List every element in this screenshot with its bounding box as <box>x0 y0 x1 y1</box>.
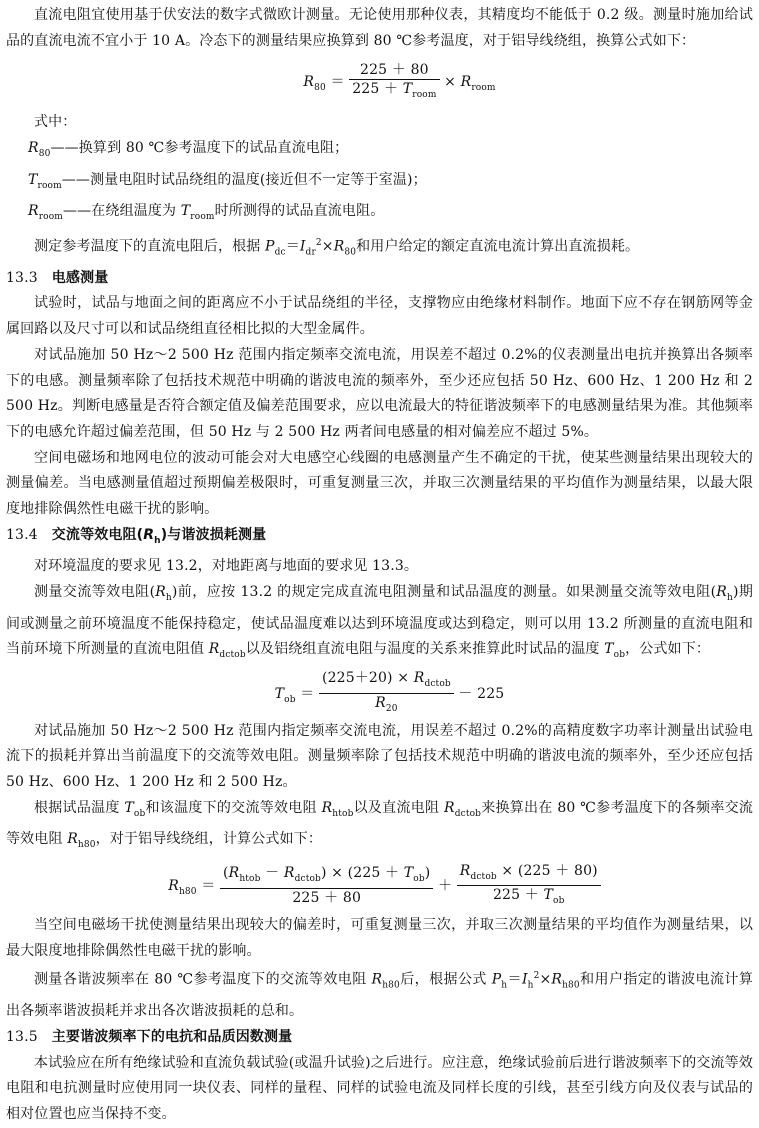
definition-r80: $R_{80}——$换算到 80 ℃参考温度下的试品直流电阻； <box>28 140 349 159</box>
section-heading-13-4: 13.4 交流等效电阻$(R_h)$与谐波损耗测量 <box>6 526 267 546</box>
s134-paragraph-5: 当空间电磁场干扰使测量结果出现较大的偏差时，可重复测量三次，并取三次测量结果的平均值作为测量结果，以最大限度地排除偶然性电磁干扰的影响。 <box>6 916 753 959</box>
formula-r80: $R_{80}$ ＝ $\frac{225 + 80}{225 + T_{room}}$ × $R_{room}$ <box>303 62 496 100</box>
s133-paragraph-1: 试验时，试品与地面之间的距离应不小于试品绕组的半径，支撑物应由绝缘材料制作。地面下应不存在钢筋网等金属回路以及尺寸可以和试品绕组直径相比拟的大型金属件。 <box>6 295 753 338</box>
s134-paragraph-1: 对环境温度的要求见 13.2，对地距离与地面的要求见 13.3。 <box>34 558 419 575</box>
s133-paragraph-2: 对试品施加 50 Hz～2 500 Hz 范围内指定频率交流电流，用误差不超过 0.2%的仪表测量出电抗并换算出各频率下的电感。测量频率除了包括技术规范中明确的谐波电流的频率外，至少还应包括 50 Hz、600 Hz、1 200 Hz 和 2 500 Hz。判断电感量是否符合额定值及偏差范围要求，应以电流最大的特征谐波频率下的电感测量结果为准。其他频率下的电感允许超过偏差范围，但 50 Hz 与 2 500 Hz 两者间电感量的相对偏差应不超过 5%。 <box>6 346 753 440</box>
s134-paragraph-4: 根据试品温度 $T_{ob}$和该温度下的交流等效电阻 $R_{htob}$以及直流电阻 $R_{dctob}$来换算出在 80 ℃参考温度下的各频率交流等效电阻 $R_{h80}$，对于铝导线绕组，计算公式如下： <box>6 799 754 851</box>
definition-troom: $T_{room}——$测量电阻时试品绕组的温度(接近但不一定等于室温)； <box>28 171 427 191</box>
formula-tob: $T_{ob}$ ＝ $\frac{(225+20) \times R_{dctob}}{R_{20}}$ － 225 <box>274 670 505 714</box>
section-heading-13-5: 13.5 主要谐波频率下的电抗和品质因数测量 <box>6 1029 293 1046</box>
s134-paragraph-2: 测量交流等效电阻$(R_h)$前，应按 13.2 的规定完成直流电阻测量和试品温度的测量。如果测量交流等效电阻$(R_h)$期间或测量之前环境温度不能保持稳定，使试品温度难以达到环境温度或达到稳定，则可以用 13.2 所测量的直流电阻和当前环境下所测量的直流电阻值 $R_{dctob}$以及铝绕组直流电阻与温度的关系来推算此时试品的温度 $T_{ob}$，公式如下： <box>6 584 754 660</box>
section-heading-13-3: 13.3 电感测量 <box>6 269 109 286</box>
s134-paragraph-6: 测量各谐波频率在 80 ℃参考温度下的交流等效电阻 $R_{h80}$后，根据公式 $P_h=I_h^2\times R_{h80}$和用户指定的谐波电流计算出各频率谐波损耗并求出各次谐波损耗的总和。 <box>6 971 753 1020</box>
intro-paragraph: 直流电阻宜使用基于伏安法的数字式微欧计测量。无论使用那种仪表，其精度均不能低于 0.2 级。测量时施加给试品的直流电流不宜小于 10 A。冷态下的测量结果应换算到 80 ℃参考温度，对于铝导线绕组，换算公式如下： <box>6 7 753 49</box>
formula-rh80: $R_{h80}$ ＝ $\frac{(R_{htob} - R_{dctob}) \times (225 + T_{ob})}{225 + 80}$ ＋ $\frac{R_{dctob} \times (225 + 80)}{225 + T_{ob}}$ <box>6 859 753 913</box>
s133-paragraph-3: 空间电磁场和地网电位的波动可能会对大电感空心线圈的电感测量产生不确定的干扰，使某些测量结果出现较大的测量偏差。当电感测量值超过预期偏差极限时，可重复测量三次，并取三次测量结果的平均值作为测量结果，以最大限度地排除偶然性电磁干扰的影响。 <box>6 449 753 518</box>
dc-loss-paragraph: 测定参考温度下的直流电阻后，根据 $P_{dc}=I_{dr}^2\times R_{80}$和用户给定的额定直流电流计算出直流损耗。 <box>34 237 640 258</box>
definition-rroom: $R_{room}——$在绕组温度为 $T_{room}$时所测得的试品直流电阻。 <box>28 203 385 222</box>
s134-paragraph-3: 对试品施加 50 Hz～2 500 Hz 范围内指定频率交流电流，用误差不超过 0.2%的高精度数字功率计测量出试验电流下的损耗并算出当前温度下的交流等效电阻。测量频率除了包括技术规范中明确的谐波电流的频率外，至少还应包括 50 Hz、600 Hz、1 200 Hz 和 2 500 Hz。 <box>6 722 753 791</box>
where-label: 式中： <box>34 114 77 131</box>
s135-paragraph-1: 本试验应在所有绝缘试验和直流负载试验(或温升试验)之后进行。应注意，绝缘试验前后进行谐波频率下的交流等效电阻和电抗测量时应使用同一块仪表、同样的量程、同样的试验电流及同样长度的引线，甚至引线方向及仪表与试品的相对位置也应当保持不变。 <box>6 1054 753 1123</box>
